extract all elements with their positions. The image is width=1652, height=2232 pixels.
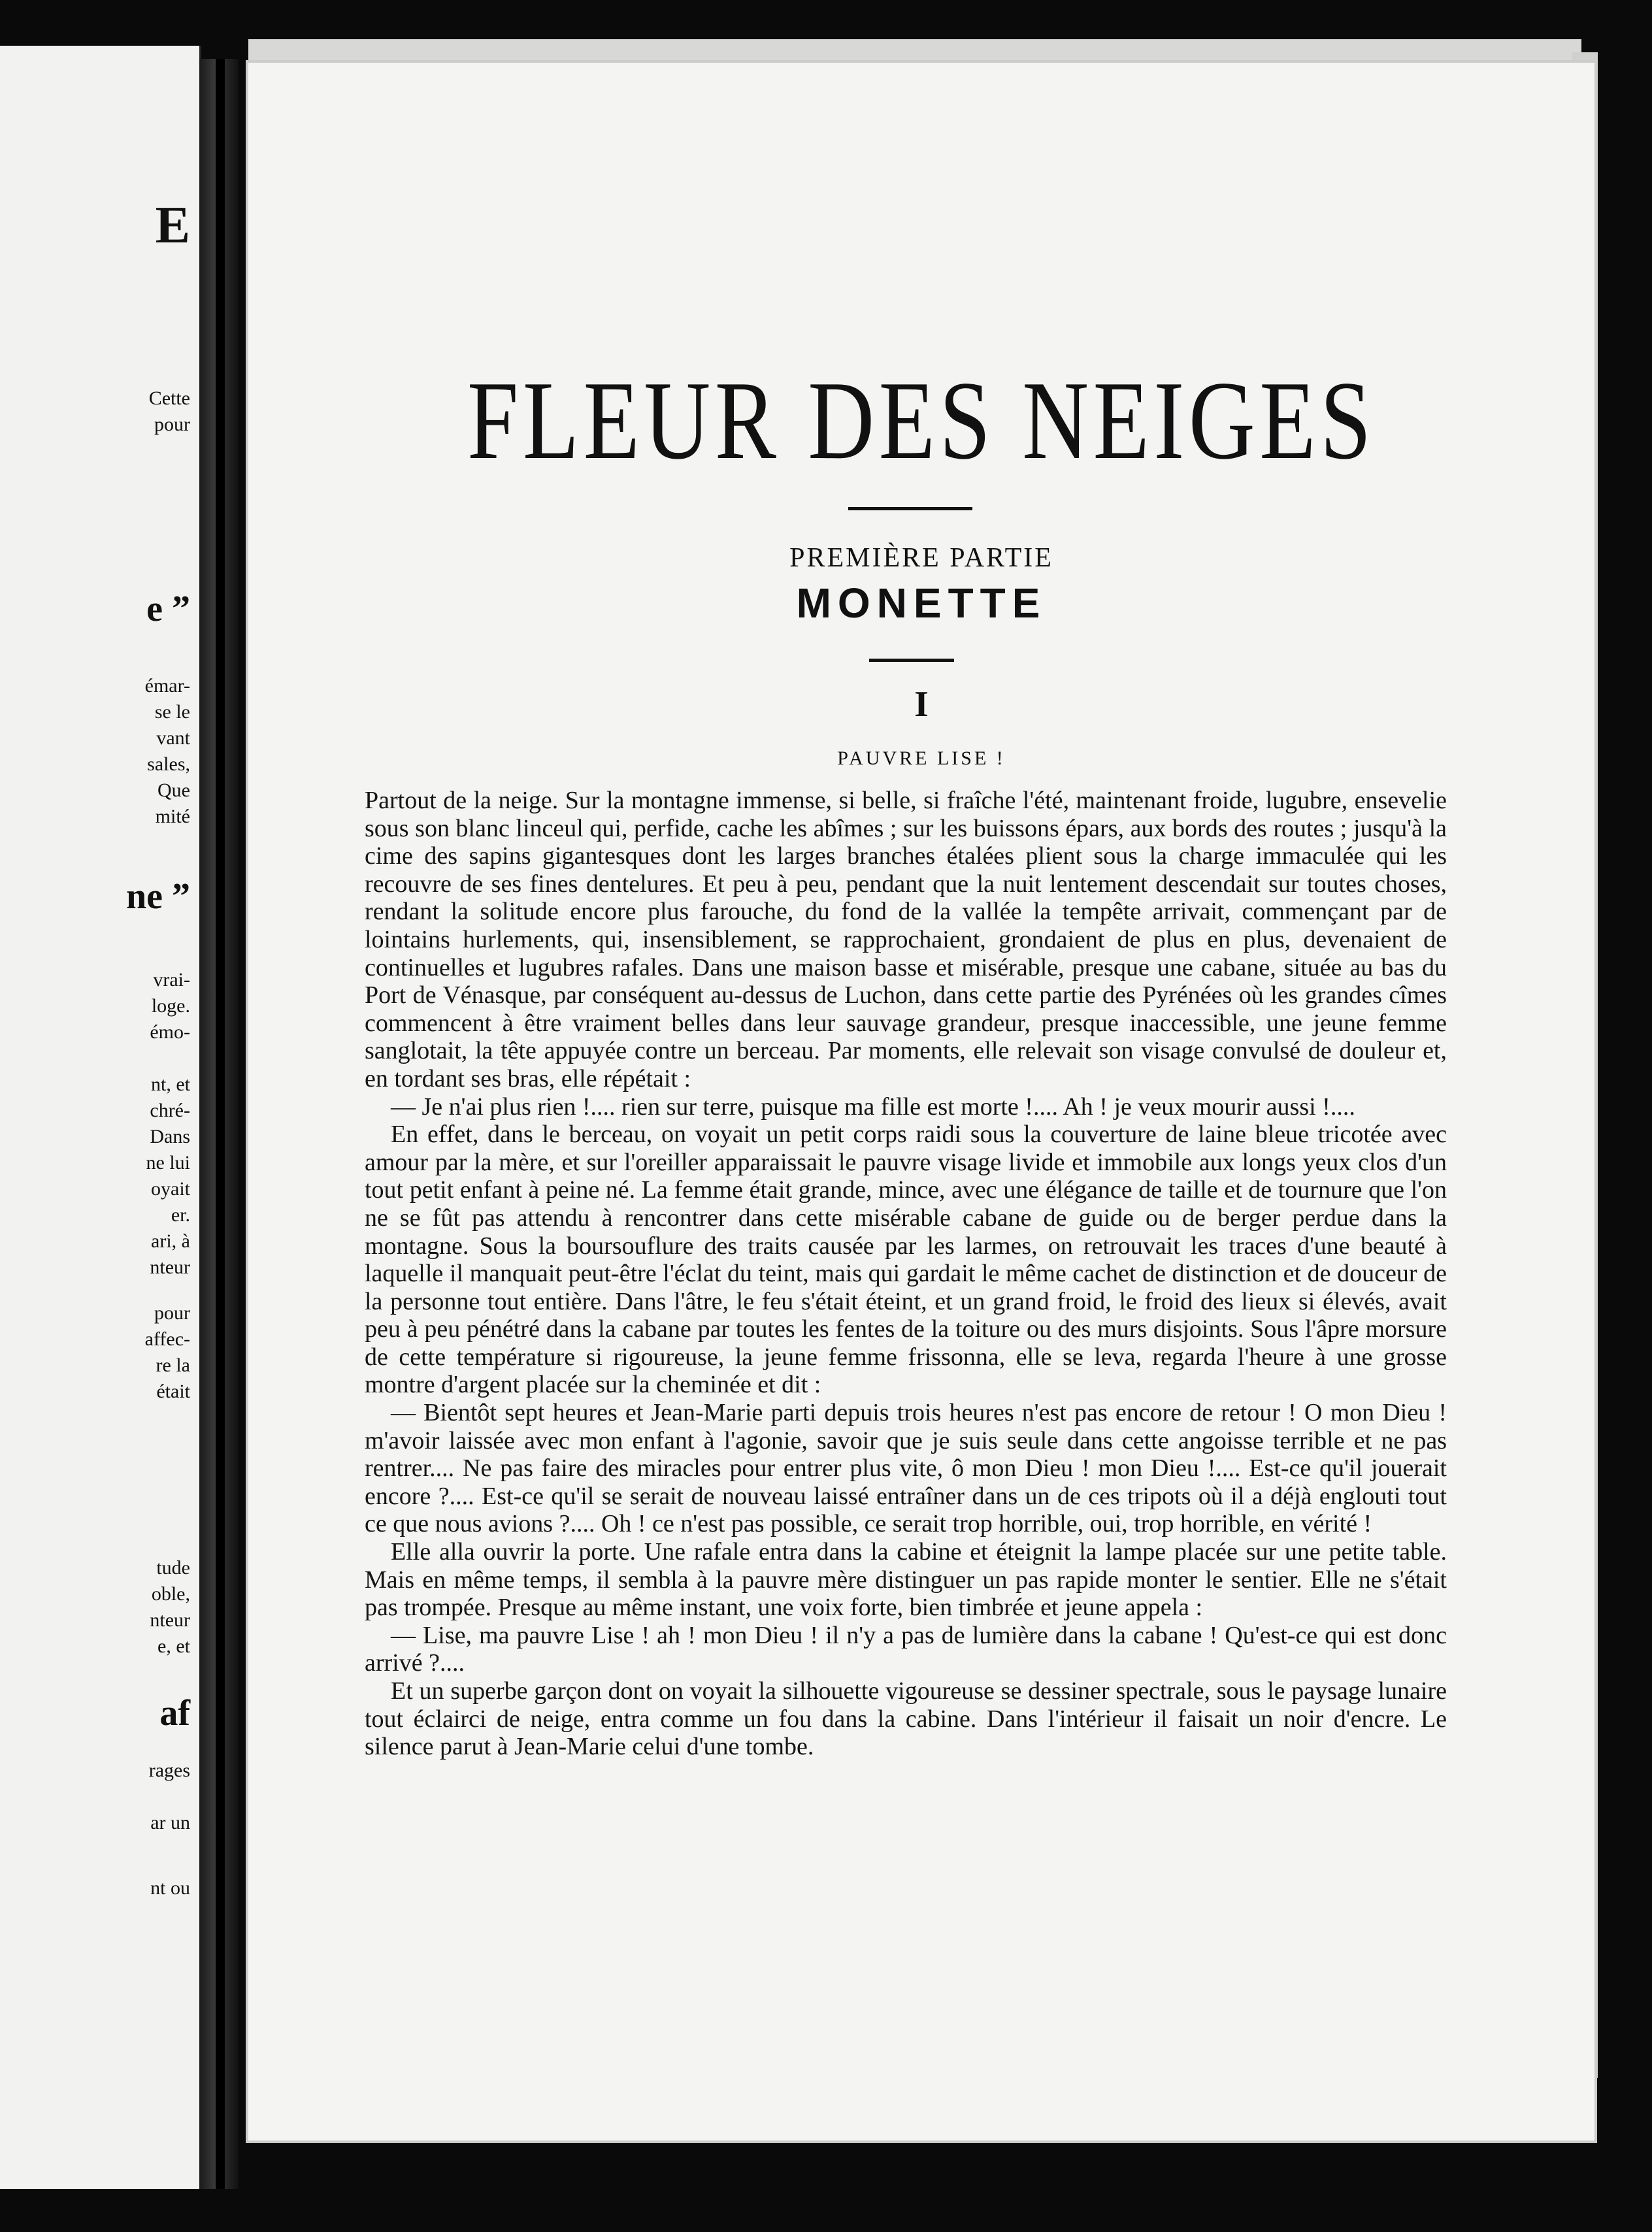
- paragraph: En effet, dans le berceau, on voyait un petit corps raidi sous la couverture de laine bleue tricotée avec amour par la mère, et sur l'oreiller apparaissait le pauvre visage livide et immobile aux longs yeux clos d'un tout petit enfant à peine né. La femme était grande, mince, avec une élégance de taille et de tournure que l'on ne se fût pas attendu à rencontrer dans cette misérable cabane de guide ou de berger perdue dans la montagne. Sous la boursouflure des traits causée par les larmes, on retrouvait les traces d'une beauté à laquelle il manquait peut-être l'éclat du teint, mais qui gardait le même cachet de distinction et de douceur de la personne tout entière. Dans l'âtre, le feu s'était éteint, et un grand froid, le froid des lieux si élevés, avait peu à peu pénétré dans la cabane par toutes les fentes de la toiture ou des murs disjoints. Sous l'âpre morsure de cette température si rigoureuse, la jeune femme frissonna, elle se leva, regarda l'heure à une grosse montre d'argent placée sur la cheminée et dit :: [365, 1121, 1447, 1399]
- left-page-text-fragment: nt ou: [150, 1877, 190, 1899]
- left-page-text-fragment: vant: [156, 727, 190, 749]
- left-page-text-fragment: oble,: [151, 1583, 190, 1605]
- left-page-text-fragment: émo-: [150, 1021, 190, 1043]
- left-page-fragment: [0, 46, 201, 2189]
- left-page-text-fragment: e, et: [157, 1635, 190, 1657]
- left-page-text-fragment: vrai-: [153, 969, 190, 991]
- spine-gutter: [216, 59, 225, 2189]
- left-page-text-fragment: nt, et: [151, 1074, 190, 1095]
- left-page-text-fragment: oyait: [151, 1178, 190, 1200]
- paragraph: — Je n'ai plus rien !.... rien sur terre, puisque ma fille est morte !.... Ah ! je veux mourir aussi !....: [391, 1092, 1355, 1121]
- chapter-body: [365, 787, 1447, 1761]
- left-page-text-fragment: E: [155, 197, 190, 254]
- left-page-text-fragment: pour: [154, 414, 190, 435]
- left-page-text-fragment: nteur: [150, 1609, 190, 1631]
- page-top-edge: [248, 39, 1581, 65]
- main-page: [248, 63, 1594, 2141]
- paragraph: Et un superbe garçon dont on voyait la silhouette vigoureuse se dessiner spectrale, sous le paysage lunaire tout éclairci de neige, entra comme un fou dans la cabine. Dans l'intérieur il faisait un noir d'encre. Le silence parut à Jean-Marie celui d'une tombe.: [365, 1677, 1447, 1761]
- left-page-text-fragment: mité: [155, 806, 190, 827]
- left-page-text-fragment: rages: [148, 1760, 190, 1781]
- left-page-text-fragment: pour: [154, 1302, 190, 1324]
- left-page-text-fragment: loge.: [151, 995, 190, 1017]
- left-page-text-fragment: ari, à: [151, 1230, 190, 1252]
- title-rule: [848, 507, 972, 510]
- left-page-text-fragment: af: [159, 1693, 190, 1733]
- left-page-text-fragment: ar un: [150, 1812, 190, 1833]
- left-page-text-fragment: émar-: [144, 675, 190, 697]
- left-page-text-fragment: se le: [154, 701, 190, 723]
- chapter-title: PAUVRE LISE !: [837, 747, 1006, 769]
- left-page-text-fragment: sales,: [147, 753, 190, 775]
- left-page-text-fragment: e ”: [146, 589, 190, 629]
- paragraph: — Lise, ma pauvre Lise ! ah ! mon Dieu ! il n'y a pas de lumière dans la cabane ! Qu'est-ce qui est donc arrivé ?....: [365, 1621, 1447, 1677]
- left-page-text-fragment: tude: [156, 1557, 190, 1579]
- left-page-text-fragment: affec-: [144, 1328, 190, 1350]
- left-page-text-fragment: était: [156, 1381, 190, 1402]
- left-page-text-fragment: Que: [157, 780, 190, 801]
- left-page-text-fragment: ne ”: [126, 876, 190, 917]
- left-page-text-fragment: ne lui: [146, 1152, 190, 1173]
- chapter-number: I: [914, 684, 929, 725]
- left-page-text-fragment: er.: [171, 1204, 190, 1226]
- left-page-text-fragment: Dans: [150, 1126, 190, 1147]
- part-title: PREMIÈRE PARTIE: [789, 543, 1053, 573]
- paragraph: — Bientôt sept heures et Jean-Marie parti depuis trois heures n'est pas encore de retour ! O mon Dieu ! m'avoir laissée avec mon enfant à l'agonie, savoir que je suis seule dans cette angoisse terrible et ne pas rentrer.... Ne pas faire des miracles pour entrer plus vite, ô mon Dieu ! mon Dieu !.... Est-ce qu'il jouerait encore ?.... Est-ce qu'il se serait de nouveau laissé entraîner dans un de ces tripots où il a déjà englouti tout ce que nous avions ?.... Oh ! ce n'est pas possible, ce serait trop horrible, oui, trop horrible, en vérité !: [365, 1399, 1447, 1538]
- left-page-text-fragment: chré-: [150, 1100, 190, 1121]
- part-name: MONETTE: [796, 580, 1047, 627]
- book-title: FLEUR DES NEIGES: [467, 359, 1376, 483]
- left-page-text-fragment: Cette: [148, 387, 190, 409]
- part-rule: [869, 659, 954, 662]
- paragraph: Partout de la neige. Sur la montagne immense, si belle, si fraîche l'été, maintenant froide, lugubre, ensevelie sous son blanc linceul qui, perfide, cache les abîmes ; sur les buissons épars, aux bords des routes ; jusqu'à la cime des sapins gigantesques dont les larges branches étalées plient sous la charge immaculée qui les recouvre de ses fines dentelures. Et peu à peu, pendant que la nuit lentement descendait sur toutes choses, rendant la solitude encore plus farouche, du fond de la vallée la tempête arrivait, commençant par de lointains hurlements, qui, insensiblement, se rapprochaient, grondaient de plus en plus, devenaient de continuelles et lugubres rafales. Dans une maison basse et misérable, presque une cabane, située au bas du Port de Vénasque, par conséquent au-dessus de Luchon, dans cette partie des Pyrénées où les grandes cîmes commencent à être vraiment belles dans leur sauvage grandeur, presque inaccessible, une jeune femme sanglotait, la tête appuyée contre un berceau. Par moments, elle relevait son visage convulsé de douleur et, en tordant ses bras, elle répétait :: [365, 787, 1447, 1092]
- paragraph: Elle alla ouvrir la porte. Une rafale entra dans la cabine et éteignit la lampe placée sur une petite table. Mais en même temps, il sembla à la pauvre mère distinguer un pas rapide monter le sentier. Elle ne s'était pas trompée. Presque au même instant, une voix forte, bien timbrée et jeune appela :: [365, 1538, 1447, 1622]
- left-page-text-fragment: nteur: [150, 1256, 190, 1278]
- left-page-text-fragment: re la: [156, 1354, 190, 1376]
